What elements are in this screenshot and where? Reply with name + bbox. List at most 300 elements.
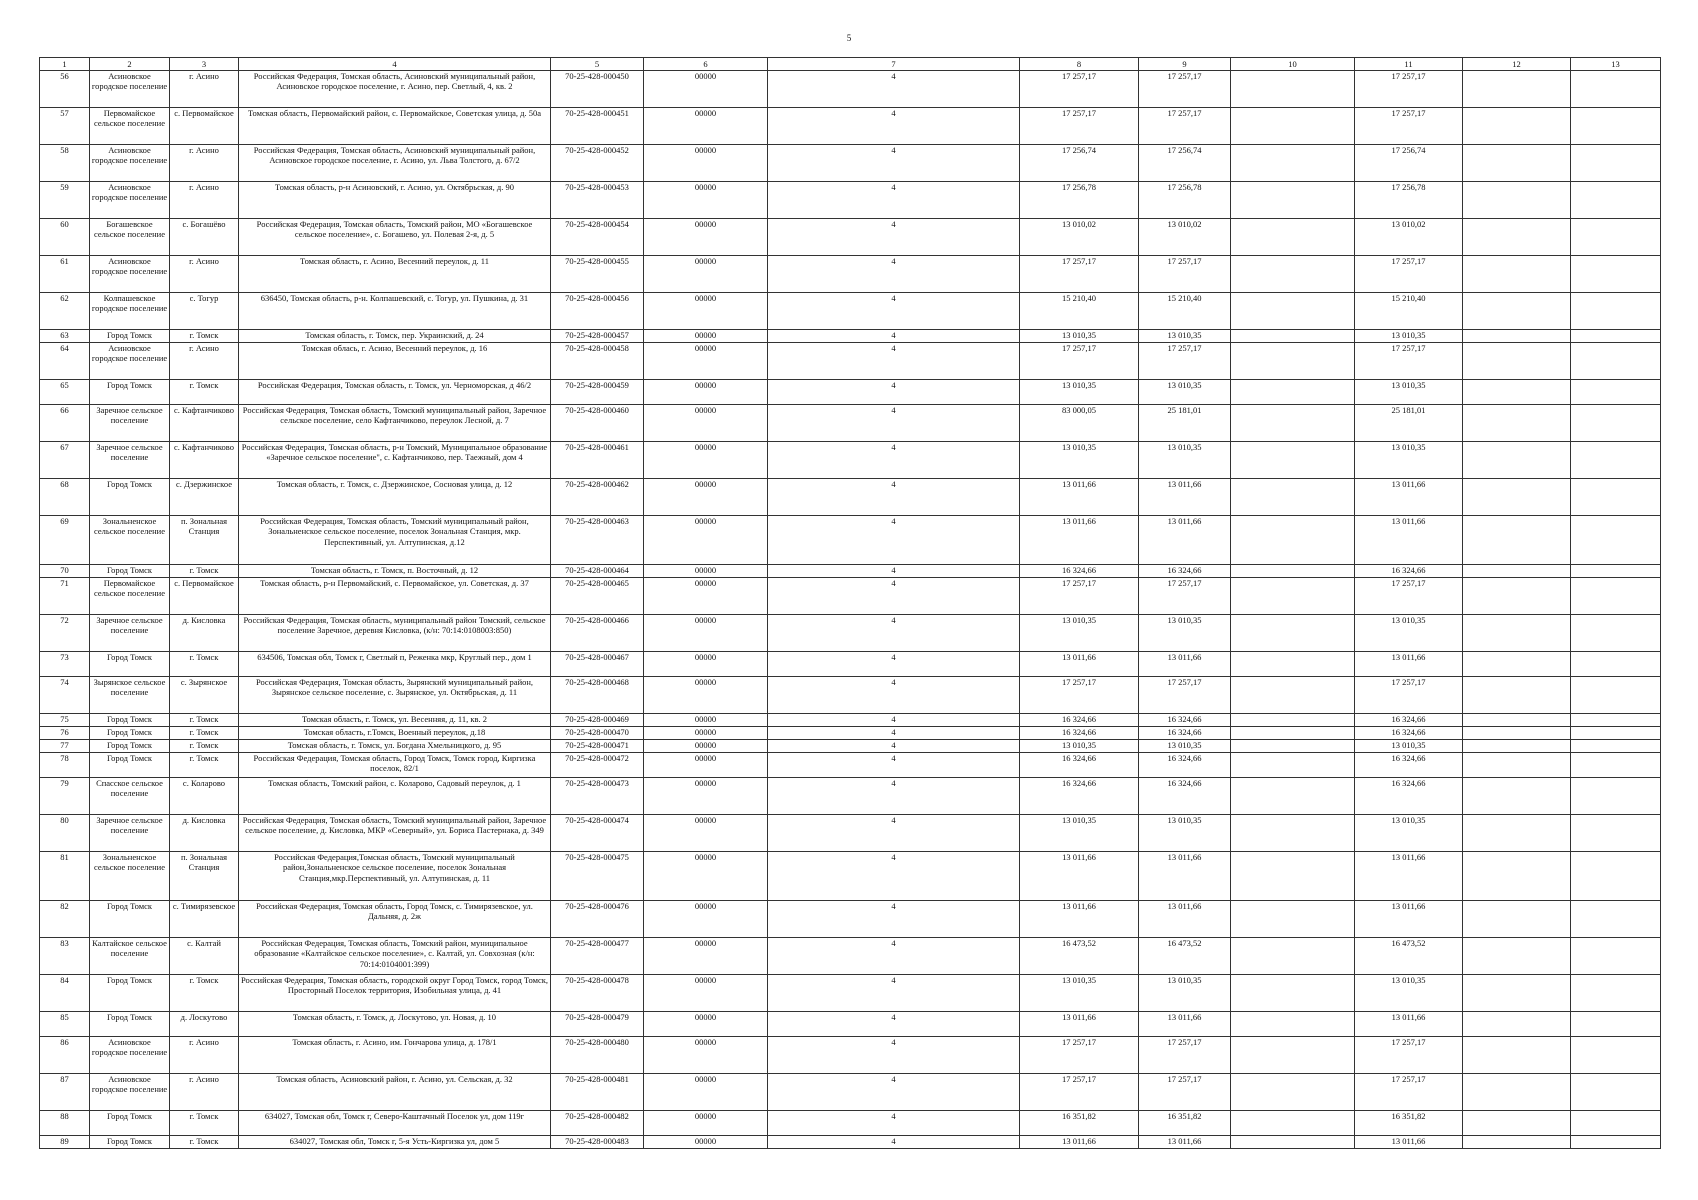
column-13-cell [1571,938,1661,975]
column-11-cell: 16 351,82 [1355,1111,1463,1136]
address-cell: Томская область, р-н Асиновский, г. Асино, ул. Октябрьская, д. 90 [239,182,551,219]
row-number-cell: 67 [40,442,90,479]
column-12-cell [1463,380,1571,405]
column-8-cell: 17 257,17 [1020,1074,1139,1111]
column-10-cell [1231,1037,1355,1074]
code-cell: 00000 [644,727,768,740]
column-8-cell: 16 324,66 [1020,565,1139,578]
column-8-cell: 17 256,78 [1020,182,1139,219]
registry-number-cell: 70-25-428-000455 [551,256,644,293]
row-number-cell: 61 [40,256,90,293]
column-11-cell: 13 011,66 [1355,1136,1463,1149]
code-cell: 00000 [644,740,768,753]
address-cell: Российская Федерация, Томская область, Асиновский муниципальный район, Асиновское городское поселение, г. Асино, ул. Льва Толстого, д. 67/2 [239,145,551,182]
code-cell: 00000 [644,778,768,815]
registry-number-cell: 70-25-428-000483 [551,1136,644,1149]
column-11-cell: 15 210,40 [1355,293,1463,330]
column-12-cell [1463,677,1571,714]
column-11-cell: 13 010,35 [1355,330,1463,343]
address-cell: Российская Федерация, Томская область, Томский район, МО «Богашевское сельское поселение», с. Богашево, ул. Полевая 2-я, д. 5 [239,219,551,256]
row-number-cell: 87 [40,1074,90,1111]
column-8-cell: 83 000,05 [1020,405,1139,442]
column-9-cell: 13 011,66 [1139,479,1231,516]
column-header: 7 [768,58,1020,71]
column-11-cell: 13 011,66 [1355,479,1463,516]
municipality-cell: Первомайское сельское поселение [90,578,170,615]
column-8-cell: 16 324,66 [1020,714,1139,727]
registry-number-cell: 70-25-428-000452 [551,145,644,182]
address-cell: Российская Федерация, Томская область, Томский муниципальный район, Зональненское сельское поселение, поселок Зональная Станция, мкр. Перспективный, ул. Алтупинская, д.12 [239,516,551,565]
column-12-cell [1463,256,1571,293]
header-row [40,58,1661,71]
locality-cell: г. Томск [170,652,239,677]
column-13-cell [1571,108,1661,145]
column-13-cell [1571,714,1661,727]
column-8-cell: 17 257,17 [1020,256,1139,293]
column-8-cell: 16 324,66 [1020,778,1139,815]
column-7-cell: 4 [768,343,1020,380]
table-row [40,677,1661,714]
locality-cell: г. Томск [170,1111,239,1136]
row-number-cell: 58 [40,145,90,182]
table-row [40,1074,1661,1111]
municipality-cell: Заречное сельское поселение [90,615,170,652]
column-10-cell [1231,145,1355,182]
municipality-cell: Город Томск [90,740,170,753]
column-12-cell [1463,219,1571,256]
code-cell: 00000 [644,1012,768,1037]
locality-cell: с. Дзержинское [170,479,239,516]
column-10-cell [1231,852,1355,901]
column-9-cell: 16 324,66 [1139,565,1231,578]
column-12-cell [1463,1136,1571,1149]
column-header: 4 [239,58,551,71]
column-8-cell: 13 011,66 [1020,1136,1139,1149]
address-cell: Томская область, г. Томск, п. Восточный, д. 12 [239,565,551,578]
column-9-cell: 13 010,35 [1139,442,1231,479]
column-11-cell: 16 324,66 [1355,727,1463,740]
row-number-cell: 85 [40,1012,90,1037]
locality-cell: г. Томск [170,565,239,578]
table-row [40,901,1661,938]
code-cell: 00000 [644,815,768,852]
address-cell: Томская область, р-н Первомайский, с. Первомайское, ул. Советская, д. 37 [239,578,551,615]
column-12-cell [1463,901,1571,938]
column-11-cell: 13 010,35 [1355,815,1463,852]
code-cell: 00000 [644,1074,768,1111]
registry-number-cell: 70-25-428-000467 [551,652,644,677]
column-8-cell: 17 257,17 [1020,677,1139,714]
table-row [40,714,1661,727]
row-number-cell: 68 [40,479,90,516]
address-cell: Томская область, г. Томск, д. Лоскутово, ул. Новая, д. 10 [239,1012,551,1037]
column-13-cell [1571,677,1661,714]
column-9-cell: 17 257,17 [1139,256,1231,293]
locality-cell: г. Асино [170,71,239,108]
table-row [40,108,1661,145]
column-13-cell [1571,293,1661,330]
locality-cell: п. Зональная Станция [170,516,239,565]
code-cell: 00000 [644,1111,768,1136]
column-13-cell [1571,615,1661,652]
locality-cell: г. Асино [170,256,239,293]
column-8-cell: 13 010,35 [1020,740,1139,753]
table-row [40,479,1661,516]
address-cell: Российская Федерация, Томская область, Асиновский муниципальный район, Асиновское городское поселение, г. Асино, пер. Светлый, 4, кв. 2 [239,71,551,108]
locality-cell: г. Томск [170,330,239,343]
row-number-cell: 86 [40,1037,90,1074]
row-number-cell: 72 [40,615,90,652]
table-row [40,182,1661,219]
column-9-cell: 16 324,66 [1139,727,1231,740]
address-cell: Российская Федерация,Томская область, Томский муниципальный район,Зональненское сельское поселение, поселок Зональная Станция,мкр.Перспективный, ул. Алтупинская, д. 11 [239,852,551,901]
row-number-cell: 63 [40,330,90,343]
locality-cell: д. Лоскутово [170,1012,239,1037]
table-row [40,380,1661,405]
column-7-cell: 4 [768,565,1020,578]
table-row [40,256,1661,293]
table-row [40,293,1661,330]
column-12-cell [1463,714,1571,727]
column-8-cell: 17 257,17 [1020,1037,1139,1074]
registry-number-cell: 70-25-428-000472 [551,753,644,778]
column-13-cell [1571,516,1661,565]
column-8-cell: 16 351,82 [1020,1111,1139,1136]
code-cell: 00000 [644,615,768,652]
column-9-cell: 13 010,35 [1139,330,1231,343]
locality-cell: г. Асино [170,1037,239,1074]
address-cell: 634506, Томская обл, Томск г, Светлый п, Реженка мкр, Круглый пер., дом 1 [239,652,551,677]
column-12-cell [1463,740,1571,753]
table-row [40,565,1661,578]
row-number-cell: 89 [40,1136,90,1149]
column-9-cell: 17 257,17 [1139,677,1231,714]
row-number-cell: 56 [40,71,90,108]
column-10-cell [1231,1111,1355,1136]
column-12-cell [1463,778,1571,815]
table-row [40,1136,1661,1149]
address-cell: Российская Федерация, Томская область, р-н Томский, Муниципальное образование «Заречное сельское поселение", с. Кафтанчиково, пер. Таежный, дом 4 [239,442,551,479]
table-row [40,852,1661,901]
locality-cell: д. Кисловка [170,615,239,652]
column-12-cell [1463,975,1571,1012]
locality-cell: с. Коларово [170,778,239,815]
municipality-cell: Заречное сельское поселение [90,405,170,442]
column-10-cell [1231,815,1355,852]
address-cell: 636450, Томская область, р-н. Колпашевский, с. Тогур, ул. Пушкина, д. 31 [239,293,551,330]
table-row [40,330,1661,343]
column-7-cell: 4 [768,108,1020,145]
column-13-cell [1571,652,1661,677]
address-cell: Российская Федерация, Томская область, Город Томск, с. Тимирязевское, ул. Дальняя, д. 2ж [239,901,551,938]
column-9-cell: 13 011,66 [1139,1136,1231,1149]
column-10-cell [1231,405,1355,442]
column-8-cell: 17 257,17 [1020,71,1139,108]
column-7-cell: 4 [768,652,1020,677]
column-11-cell: 17 256,74 [1355,145,1463,182]
column-10-cell [1231,652,1355,677]
row-number-cell: 78 [40,753,90,778]
column-12-cell [1463,1012,1571,1037]
column-13-cell [1571,578,1661,615]
municipality-cell: Асиновское городское поселение [90,256,170,293]
registry-number-cell: 70-25-428-000463 [551,516,644,565]
column-10-cell [1231,938,1355,975]
column-13-cell [1571,479,1661,516]
column-13-cell [1571,975,1661,1012]
column-13-cell [1571,1111,1661,1136]
municipality-cell: Заречное сельское поселение [90,815,170,852]
column-9-cell: 16 324,66 [1139,753,1231,778]
address-cell: Томская область, Асиновский район, г. Асино, ул. Сельская, д. 32 [239,1074,551,1111]
column-7-cell: 4 [768,901,1020,938]
column-12-cell [1463,516,1571,565]
municipality-cell: Зырянское сельское поселение [90,677,170,714]
column-10-cell [1231,1074,1355,1111]
column-11-cell: 25 181,01 [1355,405,1463,442]
column-12-cell [1463,182,1571,219]
column-header: 6 [644,58,768,71]
registry-number-cell: 70-25-428-000461 [551,442,644,479]
column-13-cell [1571,778,1661,815]
locality-cell: с. Первомайское [170,578,239,615]
row-number-cell: 84 [40,975,90,1012]
column-7-cell: 4 [768,975,1020,1012]
locality-cell: с. Тимирязевское [170,901,239,938]
column-7-cell: 4 [768,71,1020,108]
column-10-cell [1231,778,1355,815]
row-number-cell: 77 [40,740,90,753]
row-number-cell: 74 [40,677,90,714]
column-8-cell: 16 473,52 [1020,938,1139,975]
column-9-cell: 17 256,74 [1139,145,1231,182]
table-row [40,740,1661,753]
column-9-cell: 13 010,02 [1139,219,1231,256]
code-cell: 00000 [644,182,768,219]
column-12-cell [1463,330,1571,343]
column-9-cell: 17 257,17 [1139,578,1231,615]
column-9-cell: 17 256,78 [1139,182,1231,219]
column-9-cell: 16 324,66 [1139,778,1231,815]
table-row [40,516,1661,565]
column-7-cell: 4 [768,256,1020,293]
code-cell: 00000 [644,108,768,145]
column-13-cell [1571,1074,1661,1111]
column-13-cell [1571,71,1661,108]
table-row [40,219,1661,256]
row-number-cell: 79 [40,778,90,815]
registry-number-cell: 70-25-428-000464 [551,565,644,578]
address-cell: 634027, Томская обл, Томск г, Северо-Каштачный Поселок ул, дом 119г [239,1111,551,1136]
address-cell: Томская область, г. Томск, ул. Весенняя, д. 11, кв. 2 [239,714,551,727]
column-11-cell: 13 011,66 [1355,852,1463,901]
column-10-cell [1231,256,1355,293]
column-7-cell: 4 [768,442,1020,479]
column-10-cell [1231,1012,1355,1037]
row-number-cell: 59 [40,182,90,219]
column-header: 8 [1020,58,1139,71]
address-cell: Томская область, Первомайский район, с. Первомайское, Советская улица, д. 50а [239,108,551,145]
column-header: 13 [1571,58,1661,71]
code-cell: 00000 [644,380,768,405]
registry-number-cell: 70-25-428-000479 [551,1012,644,1037]
row-number-cell: 73 [40,652,90,677]
registry-number-cell: 70-25-428-000459 [551,380,644,405]
column-10-cell [1231,740,1355,753]
locality-cell: с. Первомайское [170,108,239,145]
registry-number-cell: 70-25-428-000454 [551,219,644,256]
address-cell: Российская Федерация, Томская область, Город Томск, Томск город, Киргизка поселок, 82/1 [239,753,551,778]
table-row [40,938,1661,975]
column-11-cell: 17 257,17 [1355,1074,1463,1111]
address-cell: Российская Федерация, Томская область, г. Томск, ул. Черноморская, д 46/2 [239,380,551,405]
registry-number-cell: 70-25-428-000451 [551,108,644,145]
address-cell: Российская Федерация, Томская область, муниципальный район Томский, сельское поселение Заречное, деревня Кисловка, (к/н: 70:14:0108003:850) [239,615,551,652]
column-9-cell: 17 257,17 [1139,71,1231,108]
column-7-cell: 4 [768,145,1020,182]
column-11-cell: 16 324,66 [1355,753,1463,778]
column-13-cell [1571,1012,1661,1037]
code-cell: 00000 [644,293,768,330]
column-header: 9 [1139,58,1231,71]
locality-cell: г. Томск [170,380,239,405]
column-7-cell: 4 [768,778,1020,815]
locality-cell: г. Асино [170,1074,239,1111]
locality-cell: г. Асино [170,343,239,380]
address-cell: Томская область, г. Асино, им. Гончарова улица, д. 178/1 [239,1037,551,1074]
code-cell: 00000 [644,256,768,293]
locality-cell: г. Томск [170,1136,239,1149]
registry-number-cell: 70-25-428-000465 [551,578,644,615]
municipality-cell: Асиновское городское поселение [90,1074,170,1111]
column-11-cell: 17 257,17 [1355,677,1463,714]
code-cell: 00000 [644,1136,768,1149]
code-cell: 00000 [644,219,768,256]
row-number-cell: 57 [40,108,90,145]
column-9-cell: 13 010,35 [1139,615,1231,652]
column-10-cell [1231,1136,1355,1149]
registry-number-cell: 70-25-428-000477 [551,938,644,975]
municipality-cell: Асиновское городское поселение [90,1037,170,1074]
column-13-cell [1571,852,1661,901]
column-9-cell: 13 011,66 [1139,901,1231,938]
column-13-cell [1571,442,1661,479]
column-11-cell: 13 010,35 [1355,380,1463,405]
column-10-cell [1231,516,1355,565]
column-13-cell [1571,380,1661,405]
column-7-cell: 4 [768,815,1020,852]
code-cell: 00000 [644,852,768,901]
column-11-cell: 13 010,35 [1355,975,1463,1012]
column-9-cell: 17 257,17 [1139,1074,1231,1111]
column-8-cell: 17 257,17 [1020,343,1139,380]
column-11-cell: 13 010,35 [1355,442,1463,479]
registry-number-cell: 70-25-428-000480 [551,1037,644,1074]
column-12-cell [1463,442,1571,479]
column-7-cell: 4 [768,1136,1020,1149]
locality-cell: с. Кафтанчиково [170,405,239,442]
column-12-cell [1463,71,1571,108]
column-13-cell [1571,815,1661,852]
code-cell: 00000 [644,677,768,714]
column-10-cell [1231,108,1355,145]
table-row [40,71,1661,108]
column-7-cell: 4 [768,330,1020,343]
address-cell: Томская область, г.Томск, Военный переулок, д.18 [239,727,551,740]
address-cell: Томская область, г. Томск, пер. Украинский, д. 24 [239,330,551,343]
table-row [40,753,1661,778]
column-header: 10 [1231,58,1355,71]
row-number-cell: 83 [40,938,90,975]
column-10-cell [1231,182,1355,219]
column-10-cell [1231,565,1355,578]
column-9-cell: 13 010,35 [1139,740,1231,753]
column-12-cell [1463,1037,1571,1074]
address-cell: Российская Федерация, Томская область, Томский район, муниципальное образование «Калтайское сельское поселение», с. Калтай, ул. Совхозная (к/н: 70:14:0104001:399) [239,938,551,975]
code-cell: 00000 [644,330,768,343]
registry-number-cell: 70-25-428-000456 [551,293,644,330]
code-cell: 00000 [644,578,768,615]
municipality-cell: Колпашевское городское поселение [90,293,170,330]
column-12-cell [1463,343,1571,380]
column-8-cell: 17 257,17 [1020,108,1139,145]
column-7-cell: 4 [768,293,1020,330]
column-12-cell [1463,565,1571,578]
column-9-cell: 16 351,82 [1139,1111,1231,1136]
code-cell: 00000 [644,753,768,778]
locality-cell: г. Томск [170,753,239,778]
column-8-cell: 13 010,35 [1020,615,1139,652]
column-10-cell [1231,901,1355,938]
column-11-cell: 16 324,66 [1355,565,1463,578]
column-7-cell: 4 [768,753,1020,778]
column-11-cell: 17 257,17 [1355,343,1463,380]
column-9-cell: 13 010,35 [1139,815,1231,852]
registry-number-cell: 70-25-428-000474 [551,815,644,852]
table-row [40,442,1661,479]
registry-number-cell: 70-25-428-000476 [551,901,644,938]
column-11-cell: 17 257,17 [1355,108,1463,145]
table-row [40,727,1661,740]
municipality-cell: Зональненское сельское поселение [90,852,170,901]
column-header: 5 [551,58,644,71]
address-cell: 634027, Томская обл, Томск г, 5-я Усть-Киргизка ул, дом 5 [239,1136,551,1149]
column-7-cell: 4 [768,578,1020,615]
column-10-cell [1231,71,1355,108]
column-10-cell [1231,727,1355,740]
code-cell: 00000 [644,975,768,1012]
code-cell: 00000 [644,901,768,938]
municipality-cell: Город Томск [90,753,170,778]
municipality-cell: Асиновское городское поселение [90,182,170,219]
locality-cell: с. Тогур [170,293,239,330]
column-9-cell: 17 257,17 [1139,1037,1231,1074]
registry-number-cell: 70-25-428-000470 [551,727,644,740]
column-12-cell [1463,1111,1571,1136]
registry-number-cell: 70-25-428-000473 [551,778,644,815]
column-7-cell: 4 [768,516,1020,565]
page-number: 5 [846,33,852,43]
municipality-cell: Город Томск [90,1012,170,1037]
column-7-cell: 4 [768,677,1020,714]
column-11-cell: 17 256,78 [1355,182,1463,219]
column-8-cell: 13 011,66 [1020,1012,1139,1037]
column-13-cell [1571,330,1661,343]
registry-number-cell: 70-25-428-000481 [551,1074,644,1111]
locality-cell: с. Зырянское [170,677,239,714]
column-10-cell [1231,578,1355,615]
column-12-cell [1463,293,1571,330]
